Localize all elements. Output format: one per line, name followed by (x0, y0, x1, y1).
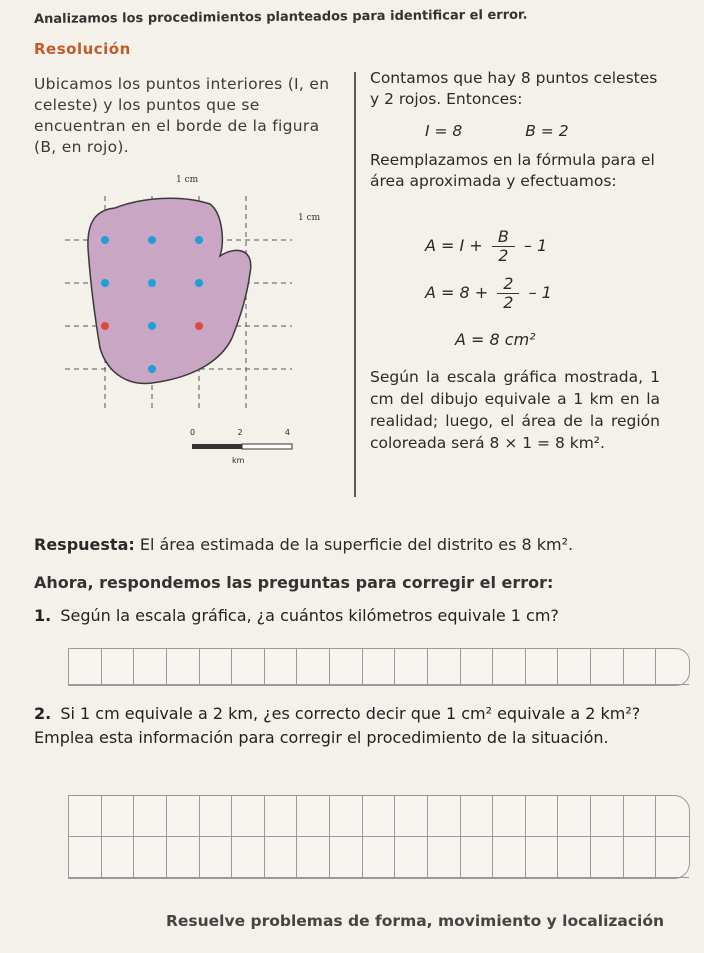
q2-text: Si 1 cm equivale a 2 km, ¿es correcto decir que 1 cm² equivale a 2 km²? Emplea esta información para corregir el procedimiento de la situación. (34, 704, 641, 747)
formula-3: A = 8 cm² (455, 330, 536, 349)
question-2 (34, 702, 689, 750)
resolucion-title: Resolución (34, 40, 131, 58)
scale-graphic (190, 442, 296, 452)
formula-1: A = I + $\frac{B}{2}$ – 1 (425, 227, 548, 265)
answer-text: El área estimada de la superficie del distrito es 8 km². (139, 535, 574, 554)
b-value: B = 2 (525, 122, 569, 140)
grid-figure (60, 168, 321, 418)
formula-2: A = 8 + $\frac{2}{2}$ – 1 (425, 274, 552, 312)
footer-text: Resuelve problemas de forma, movimiento y localización (165, 912, 665, 930)
answer (34, 535, 573, 554)
label-right: 1 cm (298, 213, 321, 223)
q1-text: Según la escala gráfica, ¿a cuántos kilómetros equivale 1 cm? (60, 606, 559, 625)
question-1 (34, 606, 559, 625)
answer-label: Respuesta: (34, 535, 135, 554)
colored-region (88, 198, 251, 383)
scale-bar (190, 428, 300, 465)
answer-grid-2[interactable] (68, 795, 690, 879)
q2-number: 2. (34, 704, 52, 723)
ahora-heading: Ahora, respondemos las preguntas para corregir el error: (34, 573, 554, 592)
right-paragraph-1: Contamos que hay 8 puntos celestes y 2 rojos. Entonces: (370, 69, 658, 108)
values-row (425, 122, 627, 140)
left-explanation: Ubicamos los puntos interiores (I, en celeste) y los puntos que se encuentran en el borde de la figura (B, en rojo). (34, 75, 330, 156)
scale-tick-0: 0 (190, 428, 196, 437)
label-top: 1 cm (176, 175, 199, 185)
q1-number: 1. (34, 606, 52, 625)
column-divider (354, 72, 356, 497)
right-paragraph-2: Reemplazamos en la fórmula para el área aproximada y efectuamos: (370, 151, 655, 190)
scale-unit: km (232, 456, 245, 465)
intro-text: Analizamos los procedimientos planteados para identificar el error. (34, 7, 528, 27)
scale-tick-4: 4 (284, 428, 290, 437)
scale-tick-2: 2 (237, 428, 243, 437)
right-paragraph-3: Según la escala gráfica mostrada, 1 cm del dibujo equivale a 1 km en la realidad; luego, el área de la región coloreada será 8 × 1 = 8 km². (370, 368, 660, 452)
answer-grid-1[interactable] (68, 648, 690, 686)
i-value: I = 8 (425, 122, 463, 140)
